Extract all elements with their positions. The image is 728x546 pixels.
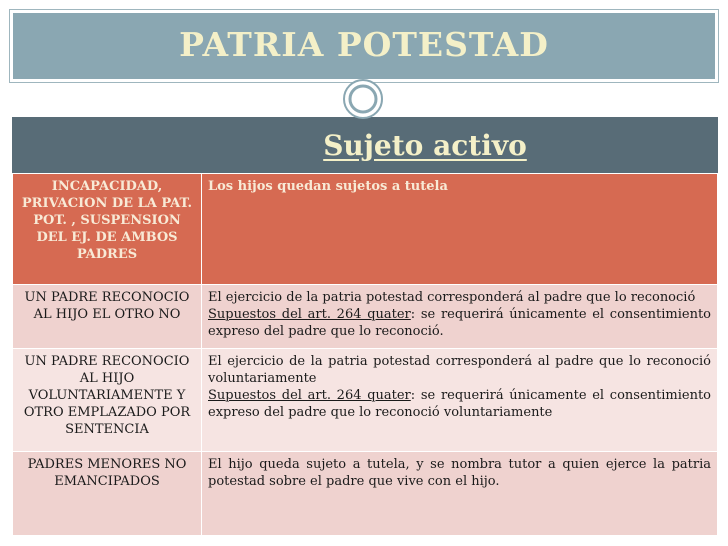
row-consequence (202, 452, 718, 536)
table-row (13, 285, 718, 349)
content-table (12, 173, 718, 536)
title-bar (10, 10, 718, 82)
row-consequence (202, 174, 718, 285)
row-condition: UN PADRE RECONOCIO AL HIJO EL OTRO NO (13, 285, 202, 349)
row-text: Los hijos quedan sujetos a tutela (208, 179, 448, 194)
row-text: El hijo queda sujeto a tutela, y se nombra tutor a quien ejerce la patria potestad sobre el padre que vive con el hijo. (208, 457, 711, 489)
double-circle-ornament-icon (342, 78, 384, 120)
article-reference: Supuestos del art. 264 quater (208, 388, 411, 403)
subtitle-bar (12, 117, 718, 173)
article-reference: Supuestos del art. 264 quater (208, 307, 411, 322)
row-text: El ejercicio de la patria potestad corresponderá al padre que lo reconoció voluntariamente (208, 354, 711, 386)
row-condition: UN PADRE RECONOCIO AL HIJO VOLUNTARIAMENTE Y OTRO EMPLAZADO POR SENTENCIA (13, 349, 202, 452)
row-text: : se requerirá únicamente el consentimiento expreso del padre que lo reconoció voluntariamente (208, 388, 711, 420)
slide-title: PATRIA POTESTAD (179, 24, 549, 64)
row-consequence (202, 285, 718, 349)
row-condition: PADRES MENORES NO EMANCIPADOS (13, 452, 202, 536)
row-condition: INCAPACIDAD, PRIVACION DE LA PAT. POT. , SUSPENSION DEL EJ. DE AMBOS PADRES (13, 174, 202, 285)
row-text: : se requerirá únicamente el consentimiento expreso del padre que lo reconoció. (208, 307, 711, 339)
row-text: El ejercicio de la patria potestad corresponderá al padre que lo reconoció (208, 290, 696, 305)
row-consequence (202, 349, 718, 452)
table-row (13, 349, 718, 452)
slide-subtitle: Sujeto activo (323, 128, 527, 162)
table-row (13, 174, 718, 285)
table-row (13, 452, 718, 536)
